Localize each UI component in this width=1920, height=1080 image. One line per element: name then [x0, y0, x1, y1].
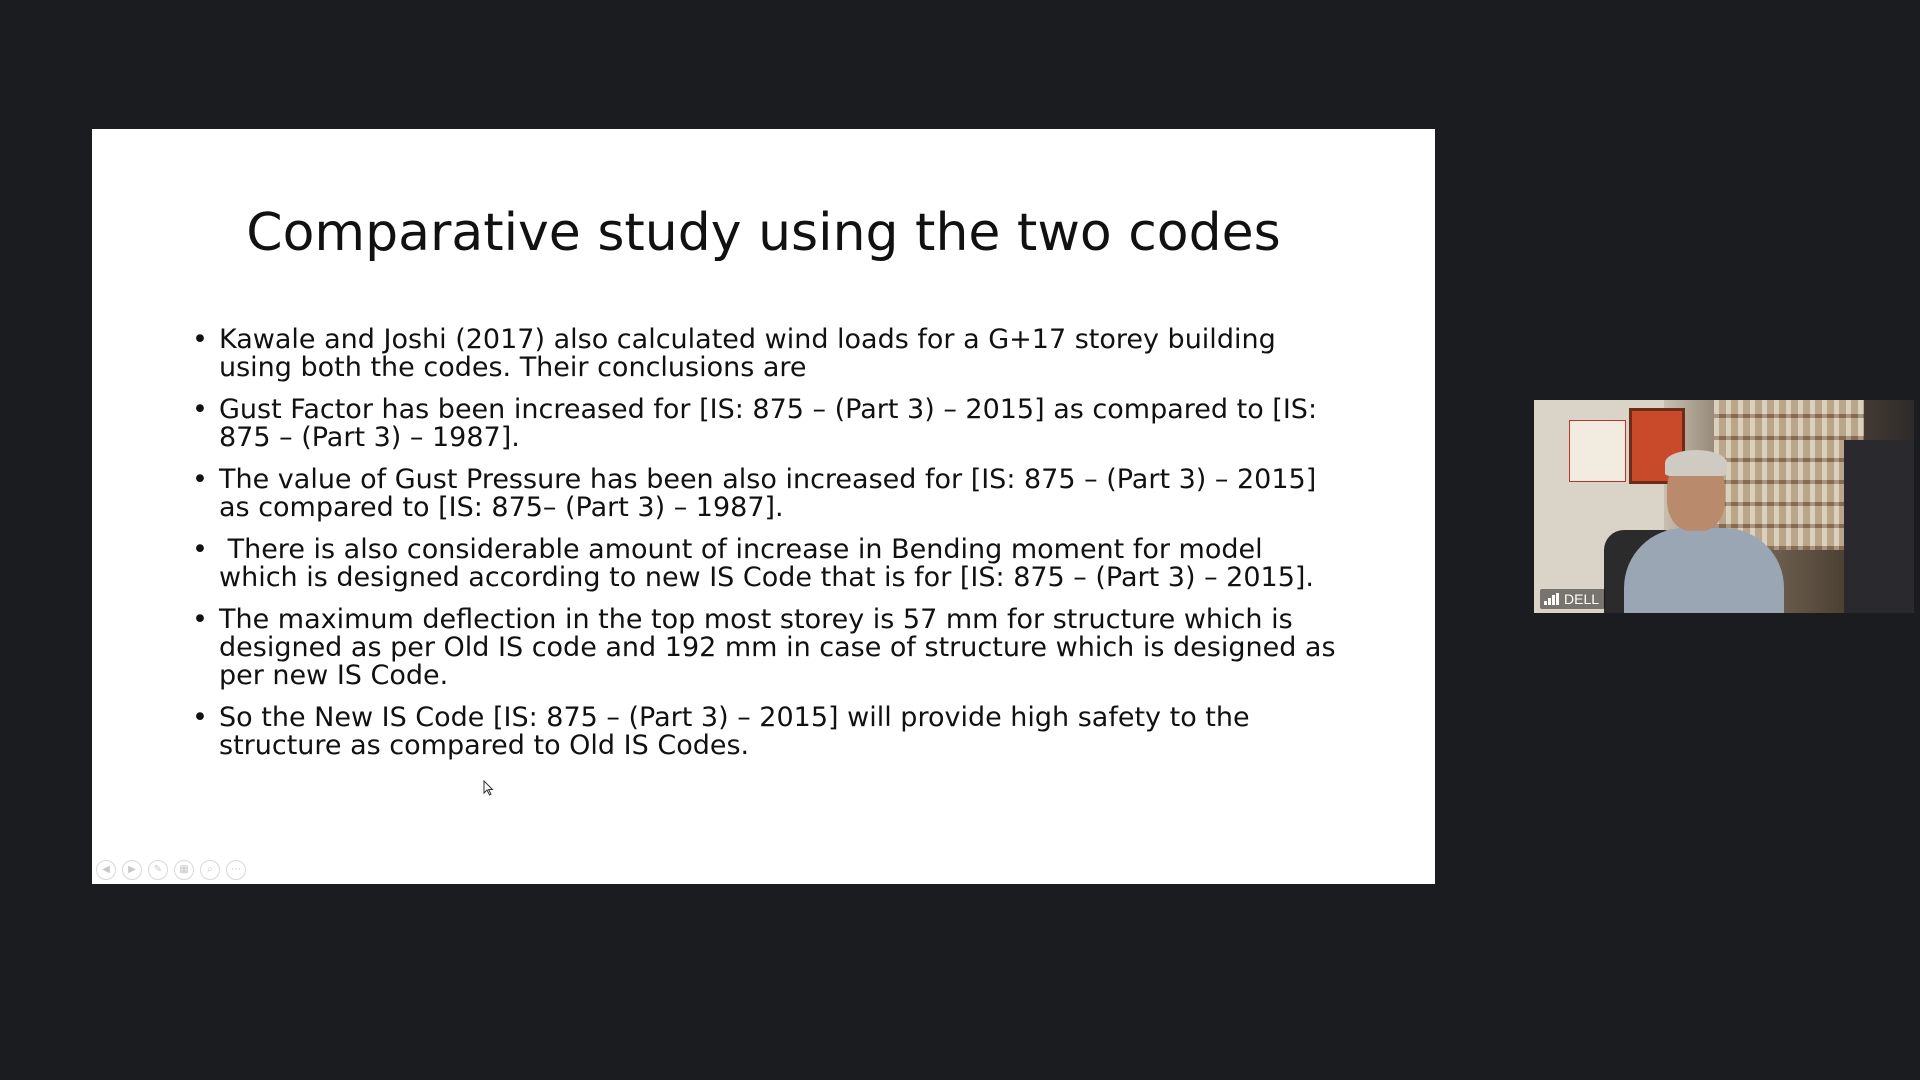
bullet-marker: • [192, 702, 208, 733]
bullet-text: The value of Gust Pressure has been also increased for [IS: 875 – (Part 3) – 2015] as compared to [IS: 875– (Part 3) – 1987]. [219, 464, 1317, 523]
video-background [1569, 420, 1626, 482]
pen-icon[interactable]: ✎ [148, 860, 168, 880]
video-background [1714, 400, 1864, 550]
bullet-item [192, 536, 1342, 592]
bullet-item [192, 606, 1342, 690]
bullet-item [192, 466, 1342, 522]
participant-figure [1624, 528, 1784, 613]
bullet-marker: • [192, 324, 208, 355]
participant-video-tile[interactable] [1534, 400, 1914, 613]
slide-title: Comparative study using the two codes [246, 203, 1281, 263]
previous-slide-icon[interactable]: ◀ [96, 860, 116, 880]
participant-figure [1665, 450, 1727, 476]
bullet-marker: • [192, 534, 208, 565]
video-background [1844, 440, 1914, 613]
more-options-icon[interactable]: ⋯ [226, 860, 246, 880]
participant-name-label [1540, 589, 1605, 609]
bullet-text: The maximum deflection in the top most storey is 57 mm for structure which is designed as per Old IS code and 192 mm in case of structure which is designed as per new IS Code. [219, 604, 1336, 691]
bullet-marker: • [192, 394, 208, 425]
bullet-item [192, 704, 1342, 760]
presentation-slide [92, 129, 1435, 884]
bullet-item [192, 326, 1342, 382]
zoom-icon[interactable]: ⌕ [200, 860, 220, 880]
bullet-text: There is also considerable amount of increase in Bending moment for model which is designed according to new IS Code that is for [IS: 875 – (Part 3) – 2015]. [219, 534, 1315, 593]
bullet-text: So the New IS Code [IS: 875 – (Part 3) – 2015] will provide high safety to the structure as compared to Old IS Codes. [219, 702, 1250, 761]
next-slide-icon[interactable]: ▶ [122, 860, 142, 880]
bullet-list [192, 326, 1342, 774]
bullet-text: Kawale and Joshi (2017) also calculated wind loads for a G+17 storey building using both the codes. Their conclusions are [219, 324, 1276, 383]
bullet-text: Gust Factor has been increased for [IS: 875 – (Part 3) – 2015] as compared to [IS: 875 – (Part 3) – 1987]. [219, 394, 1318, 453]
bullet-marker: • [192, 464, 208, 495]
bullet-item [192, 396, 1342, 452]
signal-strength-icon [1544, 593, 1559, 605]
bullet-marker: • [192, 604, 208, 635]
slides-grid-icon[interactable]: ▦ [174, 860, 194, 880]
slide-show-toolbar [96, 860, 246, 880]
participant-name: DELL [1564, 591, 1600, 607]
